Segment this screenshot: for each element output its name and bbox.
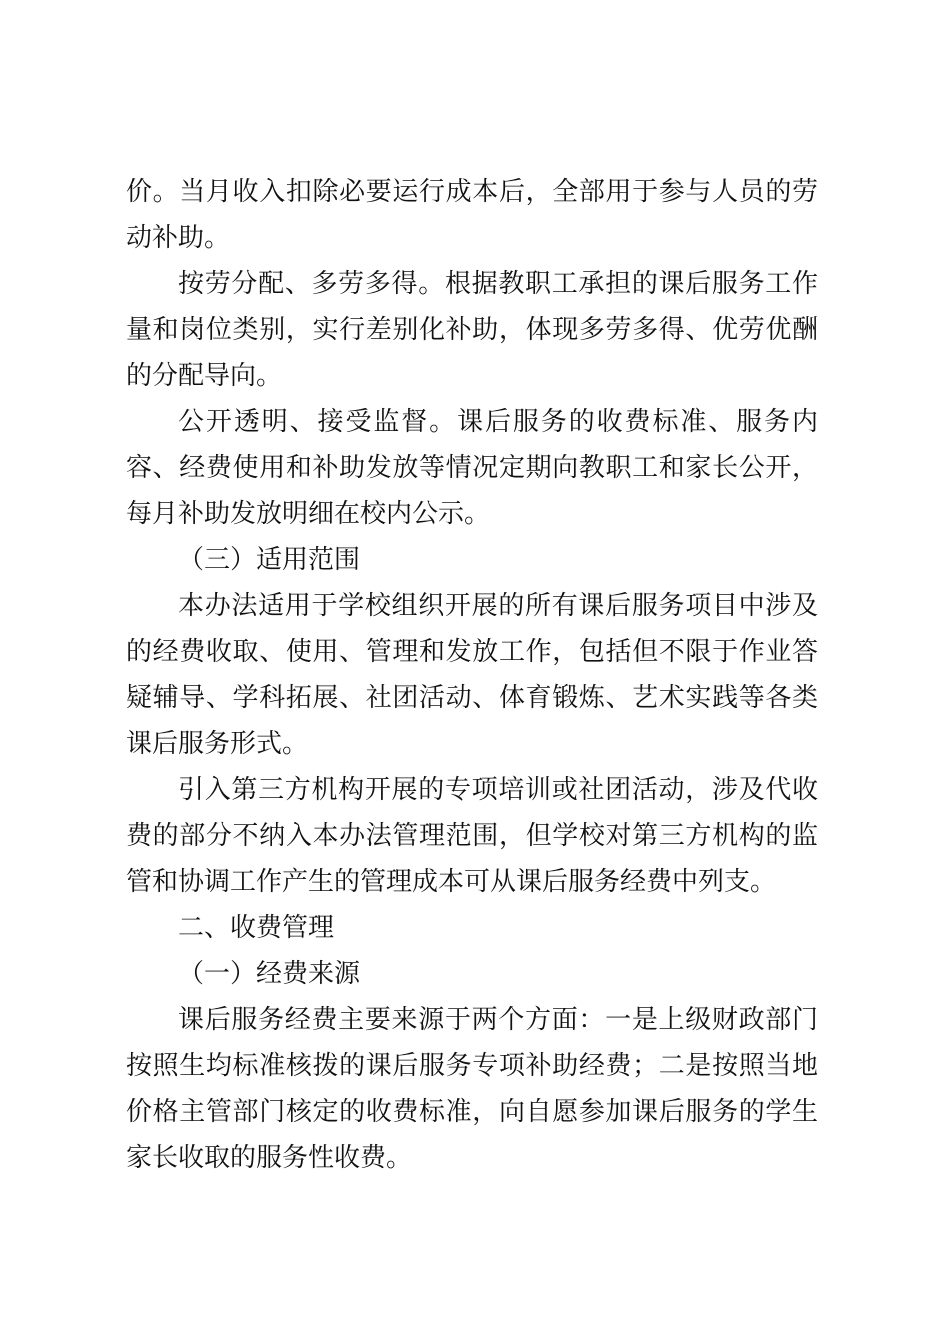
paragraph-continuation: 价。当月收入扣除必要运行成本后，全部用于参与人员的劳动补助。 xyxy=(126,177,818,253)
paragraph-third-party: 引入第三方机构开展的专项培训或社团活动，涉及代收费的部分不纳入本办法管理范围，但学校对第三方机构的监管和协调工作产生的管理成本可从课后服务经费中列支。 xyxy=(126,775,818,897)
paragraph-distribution-principle: 按劳分配、多劳多得。根据教职工承担的课后服务工作量和岗位类别，实行差别化补助，体现多劳多得、优劳优酬的分配导向。 xyxy=(126,269,818,391)
paragraph-transparency-principle: 公开透明、接受监督。课后服务的收费标准、服务内容、经费使用和补助发放等情况定期向教职工和家长公开，每月补助发放明细在校内公示。 xyxy=(126,407,818,529)
section-heading-scope: （三）适用范围 xyxy=(178,545,361,575)
section-heading-funding-sources: （一）经费来源 xyxy=(178,959,361,989)
paragraph-funding-sources: 课后服务经费主要来源于两个方面：一是上级财政部门按照生均标准核拨的课后服务专项补助经费；二是按照当地价格主管部门核定的收费标准，向自愿参加课后服务的学生家长收取的服务性收费。 xyxy=(126,1005,818,1173)
paragraph-scope: 本办法适用于学校组织开展的所有课后服务项目中涉及的经费收取、使用、管理和发放工作，包括但不限于作业答疑辅导、学科拓展、社团活动、体育锻炼、艺术实践等各类课后服务形式。 xyxy=(126,591,818,759)
document-body xyxy=(126,169,818,1181)
section-heading-fee-management: 二、收费管理 xyxy=(178,913,335,943)
